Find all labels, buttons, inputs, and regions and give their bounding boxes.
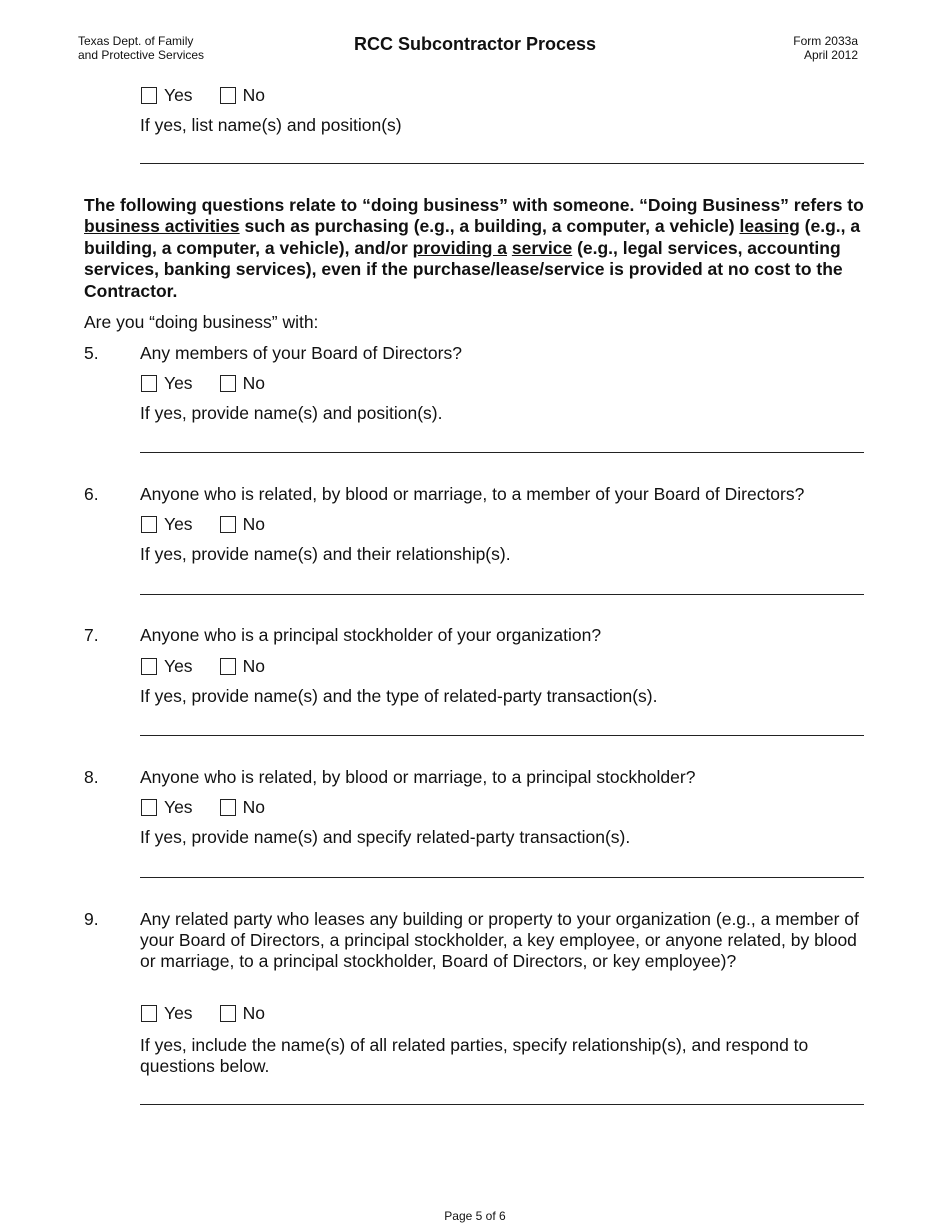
carryover-yes-checkbox[interactable] <box>141 87 157 104</box>
form-number: Form 2033a <box>793 34 858 48</box>
form-title: RCC Subcontractor Process <box>353 34 597 54</box>
question-5-yes-label: Yes <box>164 372 193 393</box>
form-info <box>793 34 858 62</box>
question-8-text: Anyone who is related, by blood or marriage, to a principal stockholder? <box>140 767 696 787</box>
carryover-yes-label: Yes <box>164 84 193 105</box>
question-7-number: 7. <box>84 625 99 645</box>
page-number: Page 5 of 6 <box>444 1209 506 1223</box>
lead-in-text: Are you “doing business” with: <box>84 312 319 332</box>
question-8-no-label: No <box>242 796 265 817</box>
question-5-text: Any members of your Board of Directors? <box>140 343 462 363</box>
carryover-yes-no <box>141 84 265 106</box>
intro-text-1: The following questions relate to “doing business” with someone. “Doing Business” refers to <box>84 195 864 215</box>
intro-term-business-activities: business activities <box>84 216 240 237</box>
question-6-prompt: If yes, provide name(s) and their relationship(s). <box>140 544 511 564</box>
carryover-answer-line[interactable] <box>140 163 864 164</box>
question-7-no-label: No <box>242 655 265 676</box>
question-9-text: Any related party who leases any building or property to your organization (e.g., a member of your Board of Directors, a principal stockholder, a key employee, or anyone related, by blood or marriage, to a principal stockholder, Board of Directors, or key employee)? <box>140 909 859 971</box>
question-8-yes-no <box>141 796 265 818</box>
question-6-yes-label: Yes <box>164 513 193 534</box>
question-9-prompt: If yes, include the name(s) of all related parties, specify relationship(s), and respond to questions below. <box>140 1035 809 1076</box>
question-8-number: 8. <box>84 767 99 787</box>
question-8-answer-line[interactable] <box>140 877 864 878</box>
question-7-prompt: If yes, provide name(s) and the type of related-party transaction(s). <box>140 686 658 706</box>
question-8-yes-label: Yes <box>164 796 193 817</box>
question-7-no-checkbox[interactable] <box>220 658 236 675</box>
question-5-number: 5. <box>84 343 99 363</box>
question-8-prompt: If yes, provide name(s) and specify related-party transaction(s). <box>140 827 631 847</box>
form-date: April 2012 <box>803 48 858 62</box>
intro-term-leasing: leasing <box>739 216 800 237</box>
agency-line-1: Texas Dept. of Family <box>78 34 194 48</box>
question-5-no-label: No <box>242 372 265 393</box>
question-5-answer-line[interactable] <box>140 452 864 453</box>
page-header <box>0 0 950 70</box>
question-6-yes-checkbox[interactable] <box>141 516 157 533</box>
question-5-prompt: If yes, provide name(s) and position(s). <box>140 403 443 423</box>
agency-line-2: and Protective Services <box>78 48 205 62</box>
question-9-yes-no <box>141 1002 265 1024</box>
question-9-number: 9. <box>84 909 99 929</box>
question-7-text: Anyone who is a principal stockholder of your organization? <box>140 625 602 645</box>
question-5-no-checkbox[interactable] <box>220 375 236 392</box>
intro-text-2: such as purchasing (e.g., a building, a computer, a vehicle) <box>239 216 740 237</box>
intro-text-3: (e.g., a building, a computer, a vehicle), and/or <box>84 216 861 258</box>
intro-term-service: service <box>511 237 573 258</box>
carryover-no-label: No <box>242 84 265 105</box>
doing-business-definition <box>84 195 874 302</box>
question-6-yes-no <box>141 513 265 535</box>
question-6-answer-line[interactable] <box>140 594 864 595</box>
question-8-no-checkbox[interactable] <box>220 799 236 816</box>
question-5-yes-checkbox[interactable] <box>141 375 157 392</box>
intro-text-5: (e.g., legal services, accounting services, banking services), even if the purchase/lease/service is provided at no cost to the Contractor. <box>84 237 843 301</box>
question-8-yes-checkbox[interactable] <box>141 799 157 816</box>
question-9-yes-checkbox[interactable] <box>141 1005 157 1022</box>
question-9-no-label: No <box>242 1002 265 1023</box>
intro-term-providing-a: providing a <box>412 237 507 258</box>
question-6-no-label: No <box>242 513 265 534</box>
question-5-yes-no <box>141 372 265 394</box>
question-7-yes-label: Yes <box>164 655 193 676</box>
question-7-yes-checkbox[interactable] <box>141 658 157 675</box>
carryover-no-checkbox[interactable] <box>220 87 236 104</box>
question-6-number: 6. <box>84 484 99 504</box>
question-7-answer-line[interactable] <box>140 735 864 736</box>
question-9-no-checkbox[interactable] <box>220 1005 236 1022</box>
question-9-yes-label: Yes <box>164 1002 193 1023</box>
question-7-yes-no <box>141 655 265 677</box>
carryover-prompt: If yes, list name(s) and position(s) <box>140 115 402 135</box>
question-6-no-checkbox[interactable] <box>220 516 236 533</box>
question-9-answer-line[interactable] <box>140 1104 864 1105</box>
question-6-text: Anyone who is related, by blood or marriage, to a member of your Board of Directors? <box>140 484 805 504</box>
